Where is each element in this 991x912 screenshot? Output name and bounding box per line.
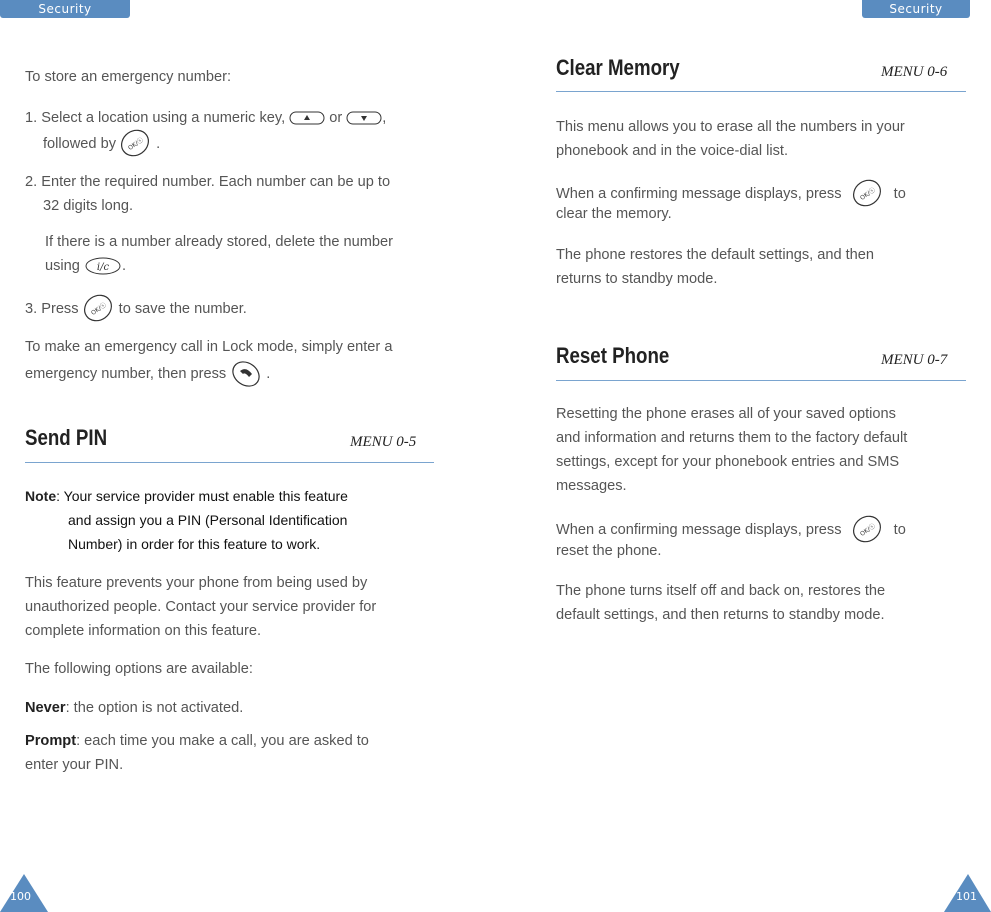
step-1-cont: followed by . [43,128,453,160]
page-number-left: 100 [10,890,31,903]
step-2-using: using [45,258,80,274]
step-3-save: to save the number. [118,300,247,317]
clear-p1a: This menu allows you to erase all the numbers in your [556,119,905,135]
step-2-b: 32 digits long. [43,198,134,214]
clear-p3b: returns to standby mode. [556,271,718,287]
step-2-c: If there is a number already stored, delete the number [45,234,394,250]
reset-p3a: The phone turns itself off and back on, restores the [556,583,886,599]
clear-memory-title: Clear Memory [556,55,680,80]
lock-mode-text: emergency number, then press [25,365,227,382]
step-1-text: 1. Select a location using a numeric key, [25,110,286,126]
lock-mode-b: emergency number, then press . [25,358,435,390]
lock-mode-a: To make an emergency call in Lock mode, simply enter a [25,339,393,355]
step-2: 2. Enter the required number. Each number can be up to [25,174,391,190]
clear-p3a: The phone restores the default settings, and then [556,247,875,263]
ok-key-icon [83,293,115,325]
option-prompt [25,729,435,753]
section-tab-right: Security [862,0,970,18]
never-text: : the option is not activated. [65,700,244,716]
note-line-1 [25,484,348,508]
reset-p1a: Resetting the phone erases all of your saved options [556,406,896,422]
feature-a: This feature prevents your phone from being used by [25,575,368,591]
send-pin-title: Send PIN [25,425,108,450]
up-key-icon [289,110,325,126]
step-1-followed: followed by [43,135,117,152]
note-line-2: and assign you a PIN (Personal Identification [68,512,348,528]
options-intro: The following options are available: [25,661,253,677]
never-label: Never [25,700,66,716]
feature-c: complete information on this feature. [25,623,262,639]
reset-p1b: and information and returns them to the factory default [556,430,908,446]
note-line-3: Number) in order for this feature to work. [68,536,321,552]
ok-key-icon [120,128,152,160]
reset-p1d: messages. [556,478,627,494]
clear-p2-text: When a confirming message displays, press [556,185,842,202]
section-tab-left: Security [0,0,130,18]
feature-b: unauthorized people. Contact your service provider for [25,599,377,615]
reset-p2b: reset the phone. [556,543,662,559]
prompt-label: Prompt [25,733,77,749]
svg-text:i/c: i/c [96,262,110,274]
reset-p2-to: to [893,521,906,538]
step-3 [25,293,435,325]
step-2-d: using i/c . [45,254,455,278]
clear-memory-rule [556,91,966,92]
step-3-press: 3. Press [25,300,79,317]
prompt-text-a: : each time you make a call, you are asked to [76,733,369,749]
clear-memory-menu: MENU 0-6 [881,64,948,80]
reset-phone-rule [556,380,966,381]
clear-p2b: clear the memory. [556,206,672,222]
clear-p2-to: to [893,185,906,202]
reset-phone-menu: MENU 0-7 [881,352,948,368]
step-1-or: or [329,110,343,126]
down-key-icon [346,110,382,126]
reset-p3b: default settings, and then returns to standby mode. [556,607,885,623]
option-never [25,696,435,720]
clear-p1b: phonebook and in the voice-dial list. [556,143,789,159]
clear-key-icon [84,256,122,276]
step-1: 1. Select a location using a numeric key, or , [25,110,387,126]
send-key-icon [230,358,262,390]
emergency-intro: To store an emergency number: [25,69,232,85]
reset-p2-text: When a confirming message displays, press [556,521,842,538]
reset-phone-title: Reset Phone [556,343,670,368]
page-number-right: 101 [956,890,977,903]
send-pin-rule [25,462,434,463]
prompt-text-b: enter your PIN. [25,757,124,773]
note-label: Note [25,488,57,504]
reset-p1c: settings, except for your phonebook entries and SMS [556,454,900,470]
note-text-1: : Your service provider must enable this feature [56,488,348,504]
send-pin-menu: MENU 0-5 [350,434,417,450]
